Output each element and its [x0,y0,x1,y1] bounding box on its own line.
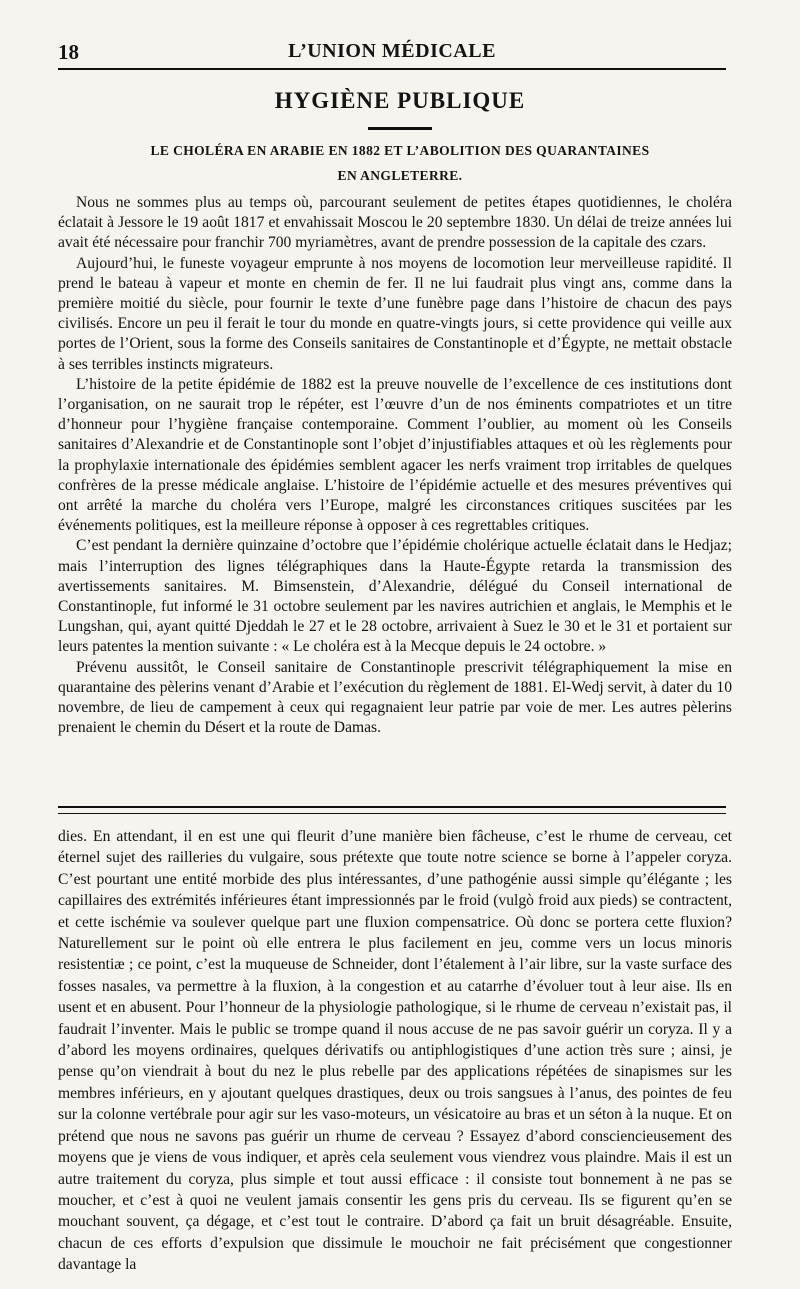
article-subtitle-line-1: LE CHOLÉRA EN ARABIE EN 1882 ET L’ABOLITION DES QUARANTAINES [150,143,650,158]
header-rule [58,68,726,70]
article-paragraph: C’est pendant la dernière quinzaine d’octobre que l’épidémie cholérique actuelle éclatait dans le Hedjaz; mais l’interruption des lignes télégraphiques dans la Haute-Égypte retarda la transmission des avertissements sanitaires. M. Bimsenstein, d’Alexandrie, délégué du Conseil international de Constantinople, fut informé le 31 octobre seulement par les navires autrichien et anglais, le Memphis et le Lungshan, qui, ayant quitté Djeddah le 27 et le 28 octobre, arrivaient à Suez le 30 et le 31 et portaient sur leurs patentes la mention suivante : « Le choléra est à la Mecque depuis le 24 octobre. » [58,537,732,656]
article-paragraph: Aujourd’hui, le funeste voyageur emprunte à nos moyens de locomotion leur merveilleuse rapidité. Il prend le bateau à vapeur et monte en chemin de fer. Il ne lui faudrait plus vingt ans, comme dans la première moitié du siècle, pour fournir le texte d’une funèbre page dans l’histoire de chacun des pays civilisés. Encore un peu il ferait le tour du monde en quatre-vingts jours, si cette providence qui veille aux portes de l’Orient, sous la forme des Conseils sanitaires de Constantinople et d’Égypte, ne mettait obstacle à ses terribles instincts migrateurs. [58,254,732,373]
running-head [58,40,726,66]
feuilleton-paragraph: dies. En attendant, il en est une qui fleurit d’une manière bien fâcheuse, c’est le rhume de cerveau, cet éternel sujet des railleries du vulgaire, sous prétexte que toute notre science se borne à l’appeler coryza. C’est pourtant une entité morbide des plus intéressantes, d’une pathogénie aussi simple qu’élégante ; les capillaires des extrémités inférieures étant impressionnés par le froid (vulgò froid aux pieds) se contractent, et cette ischémie va soulever quelque part une fluxion compensatrice. Où donc se portera cette fluxion? Naturellement sur le point où elle entrera le plus facilement en jeu, comme vers un locus minoris resistentiæ ; ce point, c’est la muqueuse de Schneider, dont l’étalement à l’air libre, sur la vaste surface des fosses nasales, va permettre à la fluxion, à la congestion et au catarrhe d’évoluer tout à leur aise. Ils en usent et en abusent. Pour l’honneur de la physiologie pathologique, si le rhume de cerveau n’existait pas, il faudrait l’inventer. Mais le public se trompe quand il nous accuse de ne pas savoir guérir un coryza. Il y a d’abord les moyens ordinaires, quelques dérivatifs ou antiphlogistiques d’une action très sure ; ainsi, je pense qu’on viendrait à bout du nez le plus rebelle par des applications répétées de sinapismes sur les membres inférieurs, en y ajoutant quelques drastiques, deux ou trois sangsues à l’anus, des pointes de feu sur la colonne vertébrale pour agir sur les vaso-moteurs, un vésicatoire au bras et un séton à la nuque. Et on prétend que nous ne savons pas guérir un rhume de cerveau ? Essayez d’abord consciencieusement des moyens que je viens de vous indiquer, et après cela seulement vous viendrez vous plaindre. Mais il est un autre traitement du coryza, plus simple et tout aussi efficace : il consiste tout bonnement à ne pas se moucher, et c’est à quoi ne veulent jamais consentir les gens pris du cerveau. Ils se figurent qu’en se mouchant souvent, ça dégage, et c’est tout le contraire. D’abord ça fait un bruit désagréable. Ensuite, chacun de ces efforts d’expulsion que dissimule le mouchoir ne fait précisément que congestionner davantage la [58,828,732,1274]
article-paragraph: Nous ne sommes plus au temps où, parcourant seulement de petites étapes quotidiennes, le choléra éclatait à Jessore le 19 août 1817 et envahissait Moscou le 20 septembre 1830. Un délai de treize années lui avait été nécessaire pour franchir 700 myriamètres, avant de prendre possession de la capitale des czars. [58,194,732,252]
journal-title: L’UNION MÉDICALE [288,40,496,62]
page-number: 18 [58,40,79,64]
article-subtitle-line-2: EN ANGLETERRE. [337,168,463,183]
feuilleton-rule-top [58,806,726,808]
article-body [58,193,732,738]
article-paragraph: L’histoire de la petite épidémie de 1882 est la preuve nouvelle de l’excellence de ces institutions dont l’organisation, on ne saurait trop le répéter, est l’œuvre d’un de nos éminents compatriotes et un titre d’honneur pour l’hygiène française contemporaine. Comment l’oublier, au moment où les Conseils sanitaires d’Alexandrie et de Constantinople sont l’objet d’injustifiables attaques et où les règlements pour la prophylaxie internationale des épidémies semblent agacer les nerfs vraiment trop irritables de quelques confrères de la presse médicale anglaise. L’histoire de l’épidémie actuelle et des mesures préventives qui ont arrêté la marche du choléra vers l’Europe, malgré les circonstances critiques suscitées par les événements politiques, est la meilleure réponse à opposer à ces regrettables critiques. [58,375,732,535]
title-underline [368,127,432,130]
section-title: HYGIÈNE PUBLIQUE [274,88,526,113]
article-paragraph: Prévenu aussitôt, le Conseil sanitaire de Constantinople prescrivit télégraphiquement la mise en quarantaine des pèlerins venant d’Arabie et l’exécution du règlement de 1881. El-Wedj servit, à dater du 10 novembre, de lieu de campement à ceux qui regagnaient leur patrie par voie de mer. Les autres pèlerins prenaient le chemin du Désert et la route de Damas. [58,658,732,737]
feuilleton-body [58,826,732,1276]
feuilleton-rule-bottom [58,813,726,814]
